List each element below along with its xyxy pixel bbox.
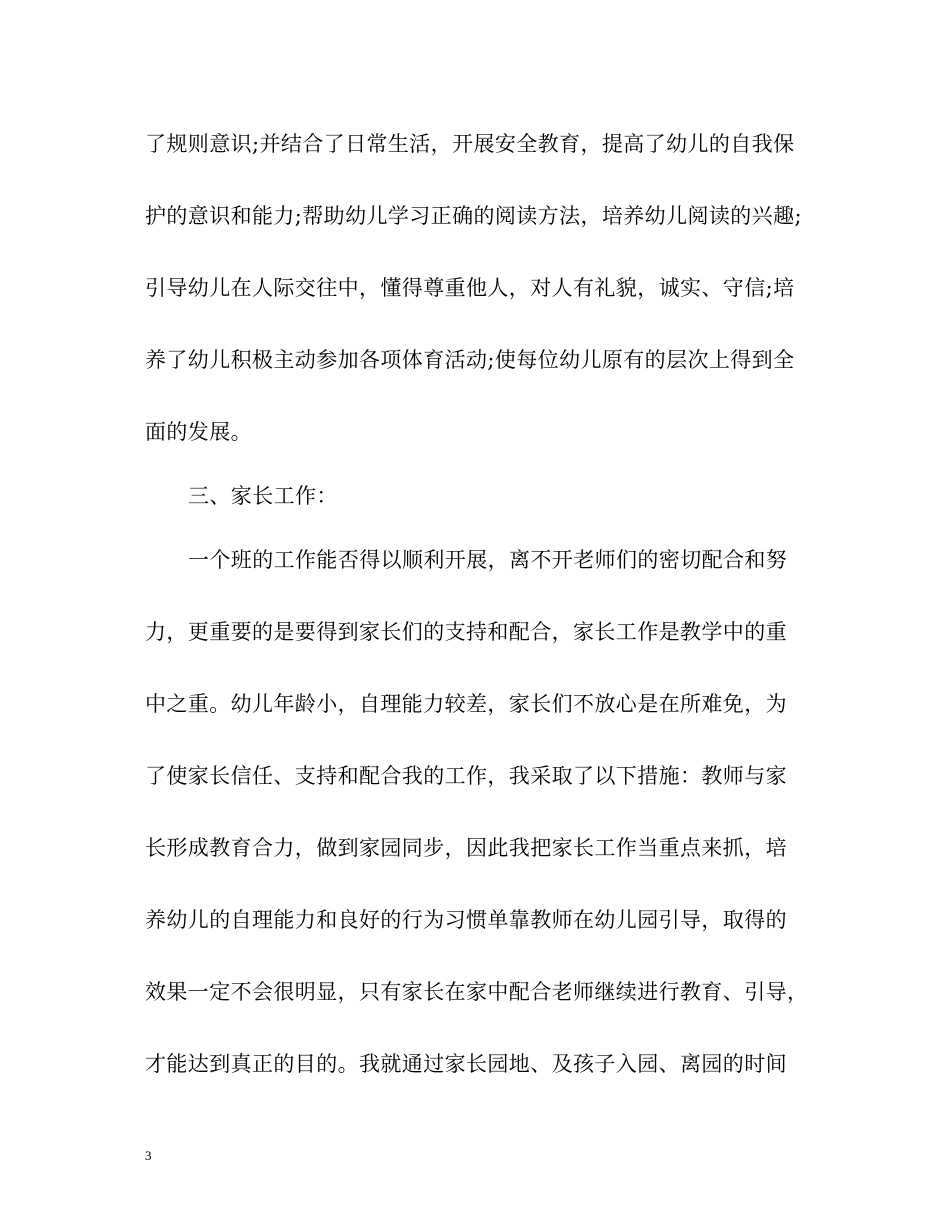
section-heading: 三、家长工作：: [188, 484, 338, 508]
paragraph-line: 了使家长信任、支持和配合我的工作，我采取了以下措施：教师与家: [145, 764, 787, 788]
paragraph-line: 引导幼儿在人际交往中，懂得尊重他人，对人有礼貌，诚实、守信;培: [145, 276, 795, 300]
paragraph-line: 长形成教育合力，做到家园同步，因此我把家长工作当重点来抓，培: [145, 836, 787, 860]
page-number: 3: [145, 1148, 152, 1163]
paragraph-line: 了规则意识;并结合了日常生活，开展安全教育，提高了幼儿的自我保: [145, 132, 795, 156]
paragraph-line: 力，更重要的是要得到家长们的支持和配合，家长工作是教学中的重: [145, 620, 787, 644]
paragraph-line: 养幼儿的自理能力和良好的行为习惯单靠教师在幼儿园引导，取得的: [145, 908, 787, 932]
paragraph-line: 一个班的工作能否得以顺利开展，离不开老师们的密切配合和努: [188, 548, 788, 572]
paragraph-line: 效果一定不会很明显，只有家长在家中配合老师继续进行教育、引导，: [145, 980, 809, 1004]
paragraph-line: 中之重。幼儿年龄小，自理能力较差，家长们不放心是在所难免，为: [145, 692, 787, 716]
paragraph-line: 护的意识和能力;帮助幼儿学习正确的阅读方法，培养幼儿阅读的兴趣;: [145, 204, 802, 228]
paragraph-line: 面的发展。: [145, 420, 252, 444]
paragraph-line: 养了幼儿积极主动参加各项体育活动;使每位幼儿原有的层次上得到全: [145, 348, 795, 372]
paragraph-line: 才能达到真正的目的。我就通过家长园地、及孩子入园、离园的时间: [145, 1052, 787, 1076]
